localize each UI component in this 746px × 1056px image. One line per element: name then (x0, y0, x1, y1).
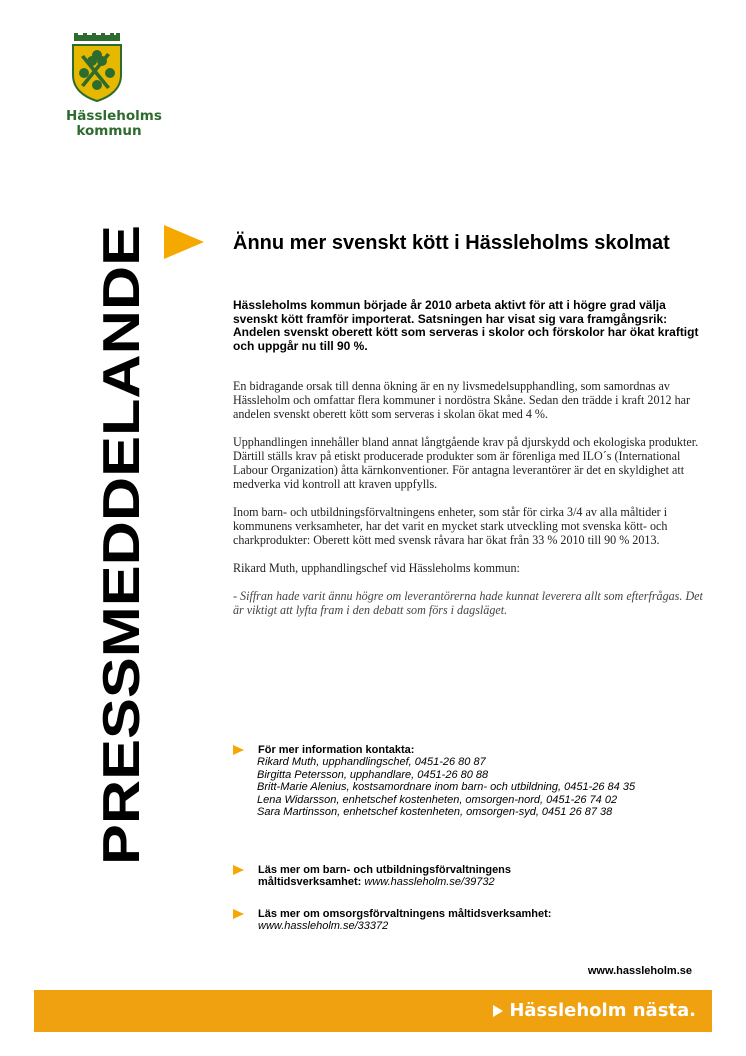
contact-section (233, 744, 713, 818)
read-more-care (233, 908, 713, 933)
headline-arrow-icon (164, 225, 204, 264)
read-more-label: Läs mer om omsorgsförvaltningens måltidsverksamhet: (258, 908, 552, 920)
slogan (493, 1000, 696, 1022)
headline: Ännu mer svenskt kött i Hässleholms skolmat (233, 232, 670, 254)
care-link[interactable]: www.hassleholm.se/33372 (258, 920, 389, 933)
slogan-arrow-icon (493, 1005, 503, 1017)
press-release-text: PRESSMEDDELANDE (93, 321, 151, 865)
footer-band (34, 990, 712, 1032)
read-more-label: måltidsverksamhet: (258, 876, 362, 889)
article-body (233, 379, 703, 631)
bullet-arrow-icon (233, 909, 244, 919)
bullet-arrow-icon (233, 745, 244, 755)
website-link[interactable]: www.hassleholm.se (587, 965, 692, 977)
contact-line: Britt-Marie Alenius, kostsamordnare inom barn- och utbildning, 0451-26 84 35 (257, 781, 636, 794)
body-paragraph: En bidragande orsak till denna ökning är en ny livsmedelsupphandling, som samordnas av Hässleholm och omfattar flera kommuner i nordöstra Skåne. Sedan den trädde i kraft 2012 har andelen svenskt oberett kött som serveras i skolan ökat med 4 %. (233, 379, 691, 421)
body-paragraph: Rikard Muth, upphandlingschef vid Hässleholms kommun: (233, 561, 520, 575)
contact-line: Rikard Muth, upphandlingschef, 0451-26 80 87 (257, 756, 486, 769)
education-link[interactable]: www.hassleholm.se/39732 (364, 876, 495, 889)
press-release-label (45, 225, 155, 865)
contact-line: Lena Widarsson, enhetschef kostenheten, omsorgen-nord, 0451-26 74 02 (257, 793, 618, 806)
read-more-education (233, 864, 713, 889)
body-paragraph: Inom barn- och utbildningsförvaltningens enheter, som står för cirka 3/4 av alla måltider i kommunens verksamheter, har det varit en mycket stark utveckling mot svenska kött- och charkprodukter: Oberett kött med svensk råvara har ökat från 33 % 2010 till 90 % 2013. (233, 505, 668, 547)
lead-paragraph: Hässleholms kommun började år 2010 arbeta aktivt för att i högre grad välja svenskt kött framför importerat. Satsningen har visat sig vara framgångsrik: Andelen svenskt oberett kött som serveras i skolor och förskolor har ökat kraftigt och uppgår nu till 90 %. (233, 298, 699, 353)
slogan-text: Hässleholm nästa. (509, 1000, 696, 1021)
read-more-label: Läs mer om barn- och utbildningsförvaltningens (258, 864, 512, 876)
logo-line1: Hässleholms (66, 108, 162, 124)
logo-line2: kommun (76, 122, 142, 139)
contact-line: Sara Martinsson, enhetschef kostenheten, omsorgen-syd, 0451 26 87 38 (257, 806, 613, 819)
quote: - Siffran hade varit ännu högre om leverantörerna hade kunnat leverera allt som efterfrågas. Det är viktigt att lyfta fram i den debatt som förs i dagsläget. (233, 589, 703, 617)
contact-line: Birgitta Petersson, upphandlare, 0451-26 80 88 (257, 768, 489, 781)
coat-of-arms-icon (70, 33, 124, 103)
contact-heading: För mer information kontakta: (258, 744, 415, 756)
bullet-arrow-icon (233, 865, 244, 875)
municipality-logo (66, 33, 162, 139)
body-paragraph: Upphandlingen innehåller bland annat långtgående krav på djurskydd och ekologiska produkter. Därtill ställs krav på etiskt producerade produkter som är förenliga med ILO´s (International Labour Organization) åtta kärnkonventioner. För antagna leverantörer är det en skyldighet att medverka vid kontroll att kraven uppfylls. (233, 435, 699, 491)
